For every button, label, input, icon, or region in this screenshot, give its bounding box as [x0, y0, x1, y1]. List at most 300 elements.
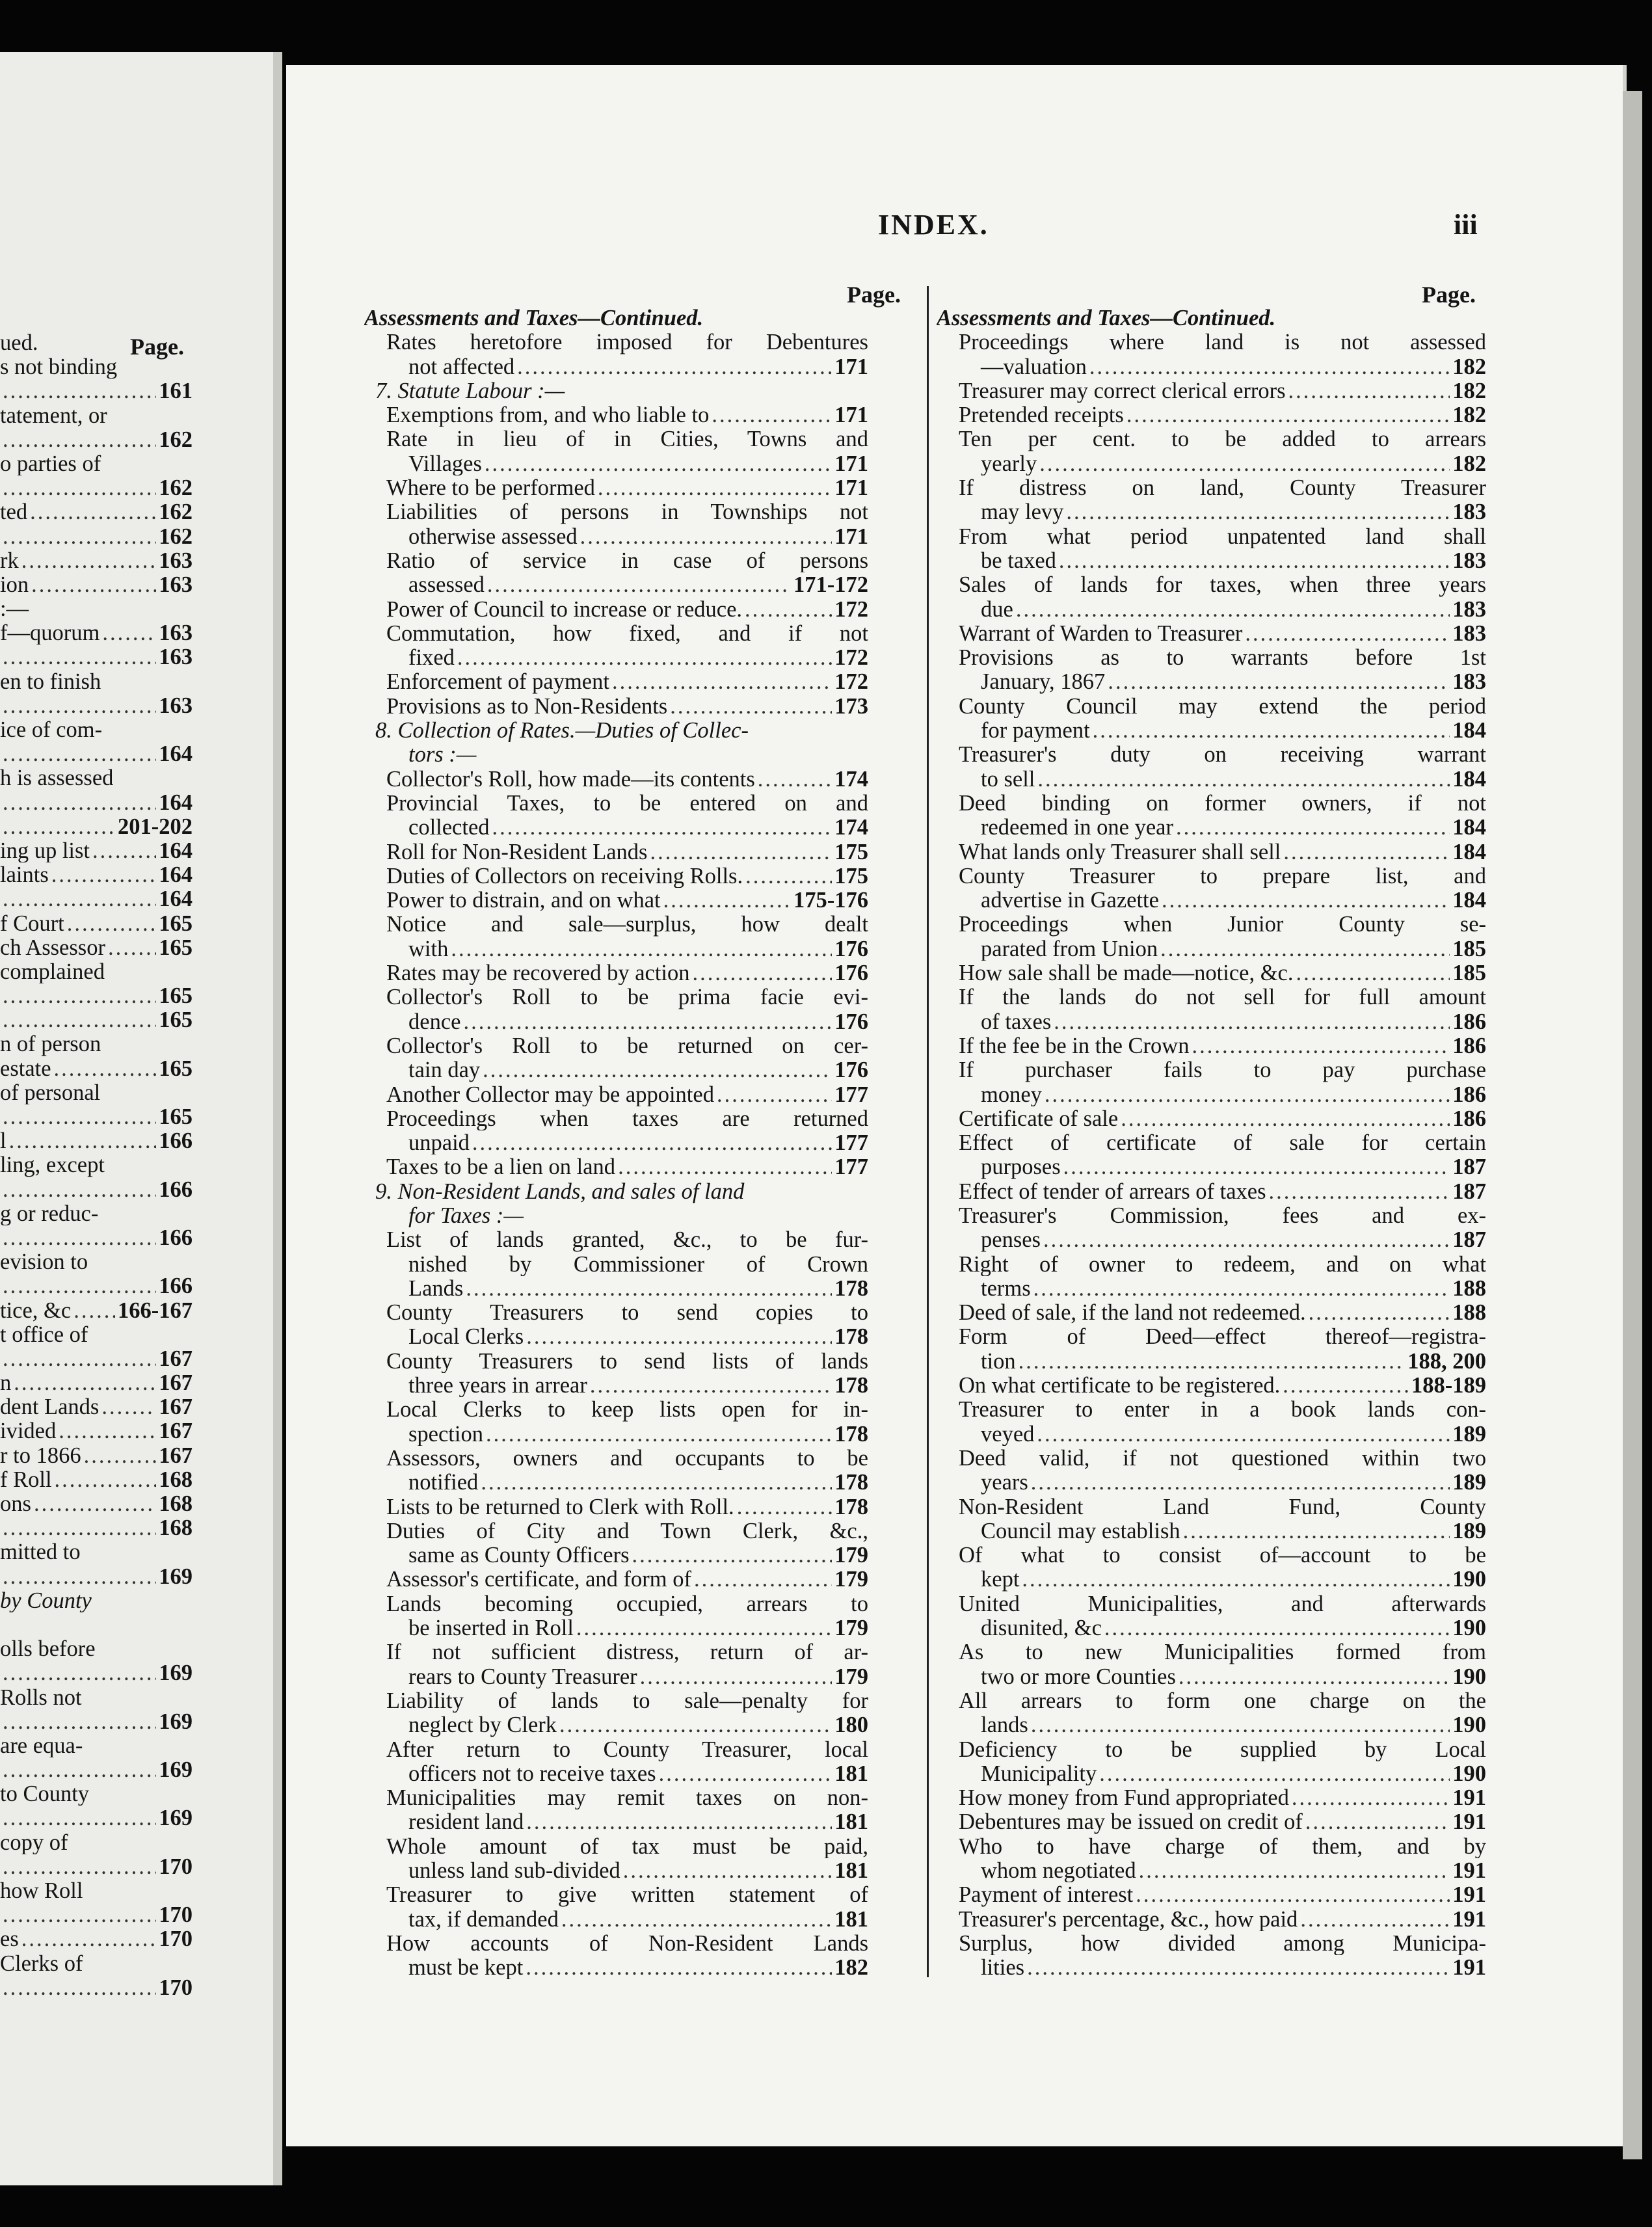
entry-text: not affected — [408, 354, 515, 379]
index-column-1 — [364, 306, 868, 1979]
dot-leader — [1300, 1907, 1450, 1931]
page-reference: 176 — [834, 1058, 868, 1082]
index-entry — [937, 1809, 1486, 1834]
entry-text: Lists to be returned to Clerk with Roll. — [386, 1494, 734, 1519]
entry-text: Provisions as to Non-Residents — [386, 693, 668, 719]
index-entry — [937, 548, 1486, 572]
page-reference: 187 — [1452, 1179, 1486, 1203]
page-reference: 178 — [834, 1421, 868, 1446]
dot-leader — [1039, 451, 1450, 475]
page-reference: 165 — [159, 935, 193, 959]
page-reference: 181 — [834, 1906, 868, 1931]
entry-text: Certificate of sale — [959, 1106, 1119, 1131]
page-reference: 184 — [1452, 815, 1486, 840]
dot-leader — [1269, 1179, 1450, 1203]
index-entry — [937, 1130, 1486, 1154]
column-1-page-label: Page. — [847, 282, 901, 308]
entry-text: neglect by Clerk — [408, 1713, 557, 1737]
page-reference: 167 — [159, 1419, 193, 1443]
page-reference: 171 — [834, 451, 868, 476]
page-reference: 169 — [159, 1757, 193, 1782]
dot-leader — [1043, 1227, 1450, 1251]
dot-leader — [612, 669, 832, 693]
index-entry — [937, 694, 1486, 718]
dot-leader — [73, 1298, 115, 1322]
index-entry — [937, 1592, 1486, 1616]
page-reference: 179 — [834, 1664, 868, 1688]
entry-text: 9. Non-Resident Lands, and sales of land — [375, 1179, 745, 1203]
entry-text: Payment of interest — [959, 1882, 1134, 1907]
page-reference: 175-176 — [793, 888, 868, 913]
page-reference: 177 — [834, 1130, 868, 1155]
entry-text: —valuation — [981, 354, 1087, 379]
page-reference: 191 — [1452, 1809, 1486, 1834]
index-entry-fragment — [0, 959, 195, 983]
page-reference: 170 — [159, 1927, 193, 1951]
entry-text: January, 1867 — [981, 669, 1106, 694]
page-reference: 162 — [159, 500, 193, 524]
index-entry — [364, 572, 868, 596]
entry-text: disunited, &c — [981, 1616, 1102, 1640]
entry-text: Effect of tender of arrears of taxes — [959, 1179, 1266, 1203]
entry-text: are equa- — [0, 1733, 83, 1758]
dot-leader — [30, 500, 156, 524]
index-entry — [364, 1907, 868, 1931]
page-reference: 182 — [1452, 451, 1486, 476]
index-entry — [937, 1082, 1486, 1106]
entry-text: All arrears to form one charge on the — [959, 1688, 1486, 1713]
entry-text: evision to — [0, 1249, 88, 1274]
index-entry-fragment — [0, 1443, 195, 1467]
page-reference: 179 — [834, 1543, 868, 1567]
index-entry-fragment — [0, 814, 195, 838]
page-reference: 162 — [159, 475, 193, 500]
index-entry — [364, 475, 868, 500]
entry-text: Lands becoming occupied, arrears to — [386, 1591, 868, 1616]
entry-text: advertise in Gazette — [981, 888, 1159, 913]
index-entry-fragment — [0, 1854, 195, 1878]
index-entry-fragment — [0, 1733, 195, 1757]
page-reference: 186 — [1452, 1033, 1486, 1058]
index-entry-fragment — [0, 354, 195, 379]
page-reference: 161 — [159, 379, 193, 403]
index-entry-fragment — [0, 403, 195, 427]
index-entry-fragment — [0, 1274, 195, 1298]
index-entry — [937, 1227, 1486, 1251]
page-reference: 191 — [1452, 1858, 1486, 1883]
entry-text: es — [0, 1927, 19, 1951]
dot-leader — [492, 815, 833, 839]
entry-text: County Treasurers to send copies to — [386, 1300, 868, 1325]
index-entry — [364, 1397, 868, 1421]
entry-text: with — [408, 936, 449, 961]
index-entry — [364, 1761, 868, 1785]
page-reference: 176 — [834, 936, 868, 961]
page-reference: 164 — [159, 887, 193, 911]
entry-text: spection — [408, 1421, 483, 1446]
index-entry — [937, 1033, 1486, 1058]
entry-text: Provincial Taxes, to be entered on and — [386, 790, 868, 816]
dot-leader — [14, 1370, 156, 1394]
page-reference: 186 — [1452, 1082, 1486, 1106]
page-reference: 171 — [834, 475, 868, 500]
index-entry — [364, 985, 868, 1009]
index-entry — [364, 379, 868, 403]
entry-text: Ratio of service in case of persons — [386, 548, 868, 573]
entry-text: three years in arrear — [408, 1373, 587, 1398]
index-entry-fragment — [0, 1878, 195, 1902]
index-entry — [364, 718, 868, 742]
page-reference: 201-202 — [118, 814, 193, 838]
entry-text: Roll for Non-Resident Lands — [386, 839, 648, 864]
entry-text: 7. Statute Labour :— — [375, 378, 565, 403]
index-entry-fragment — [0, 1927, 195, 1951]
dot-leader — [1019, 1349, 1406, 1373]
dot-leader — [694, 1567, 832, 1591]
index-entry — [364, 888, 868, 912]
index-entry — [364, 451, 868, 475]
dot-leader — [3, 693, 156, 717]
dot-leader — [1176, 815, 1450, 839]
page-reference: 179 — [834, 1616, 868, 1640]
entry-text: Deed valid, if not questioned within two — [959, 1445, 1486, 1471]
entry-text: for Taxes :— — [408, 1203, 524, 1228]
entry-text: estate — [0, 1056, 51, 1080]
index-entry — [937, 354, 1486, 379]
page-reference: 184 — [1452, 766, 1486, 791]
entry-text: veyed — [981, 1421, 1035, 1446]
dot-leader — [3, 741, 156, 766]
dot-leader — [526, 1324, 832, 1348]
entry-text: If not sufficient distress, return of ar- — [386, 1640, 868, 1664]
entry-text: If distress on land, County Treasurer — [959, 475, 1486, 500]
index-entry — [364, 1543, 868, 1567]
entry-text: redeemed in one year — [981, 815, 1173, 840]
dot-leader — [559, 1713, 832, 1737]
dot-leader — [1179, 1664, 1450, 1688]
index-entry — [937, 1761, 1486, 1785]
page-reference: 168 — [159, 1491, 193, 1516]
index-entry — [364, 1955, 868, 1979]
entry-text: Collector's Roll to be returned on cer- — [386, 1033, 868, 1058]
index-entry — [364, 1616, 868, 1640]
entry-text: Duties of Collectors on receiving Rolls. — [386, 863, 743, 888]
entry-text: ted — [0, 500, 28, 524]
entry-text: Treasurer may correct clerical errors — [959, 378, 1286, 403]
page-reference: 178 — [834, 1324, 868, 1349]
dot-leader — [67, 911, 157, 935]
index-entry — [937, 1688, 1486, 1713]
index-entry — [937, 306, 1486, 330]
dot-leader — [483, 1058, 832, 1082]
dot-leader — [3, 1709, 156, 1733]
entry-text: How sale shall be made—notice, &c. — [959, 961, 1294, 985]
index-entry-fragment — [0, 1080, 195, 1104]
page-reference: 187 — [1452, 1154, 1486, 1179]
entry-text: Municipalities may remit taxes on non- — [386, 1785, 868, 1810]
index-entry — [364, 621, 868, 645]
index-entry — [937, 1737, 1486, 1761]
page-reference: 164 — [159, 862, 193, 887]
entry-text: Treasurer's duty on receiving warrant — [959, 742, 1486, 767]
page-reference: 182 — [1452, 403, 1486, 427]
page-reference: 162 — [159, 427, 193, 451]
dot-leader — [3, 645, 156, 669]
page-reference: 162 — [159, 524, 193, 548]
index-entry — [937, 1106, 1486, 1130]
entry-text: Provisions as to warrants before 1st — [959, 645, 1486, 670]
dot-leader — [1162, 888, 1450, 912]
entry-text: tice, &c — [0, 1298, 72, 1322]
entry-text: en to finish — [0, 669, 101, 693]
page-reference: 171 — [834, 354, 868, 379]
index-entry-fragment — [0, 1685, 195, 1709]
page-reference: 167 — [159, 1394, 193, 1419]
page-reference: 183 — [1452, 548, 1486, 573]
dot-leader — [632, 1543, 833, 1567]
left-page — [0, 52, 273, 2185]
index-entry — [937, 1931, 1486, 1955]
index-entry-fragment — [0, 1225, 195, 1249]
entry-text: List of lands granted, &c., to be fur- — [386, 1227, 868, 1252]
index-entry-fragment — [0, 620, 195, 645]
index-entry — [364, 403, 868, 427]
entry-text: Deed of sale, if the land not redeemed. — [959, 1300, 1306, 1325]
page-reference: 186 — [1452, 1009, 1486, 1033]
index-entry-fragment — [0, 548, 195, 572]
entry-text: resident land — [408, 1809, 524, 1834]
entry-text: How accounts of Non-Resident Lands — [386, 1930, 868, 1956]
column-2-page-label: Page. — [1422, 282, 1476, 308]
entry-text: County Treasurers to send lists of lands — [386, 1348, 868, 1374]
page-reference: 164 — [159, 838, 193, 863]
entry-text: Where to be performed — [386, 475, 595, 500]
index-entry-fragment — [0, 887, 195, 911]
index-entry — [364, 1349, 868, 1373]
dot-leader — [3, 790, 156, 814]
page-reference: 175 — [834, 863, 868, 888]
page-reference: 186 — [1452, 1106, 1486, 1131]
index-entry — [364, 864, 868, 888]
page-reference: 184 — [1452, 839, 1486, 864]
entry-text: lands — [981, 1713, 1028, 1737]
index-entry-fragment — [0, 1419, 195, 1443]
index-entry-fragment — [0, 475, 195, 500]
page-reference: 176 — [834, 1009, 868, 1033]
column-divider — [927, 286, 929, 1977]
index-entry — [937, 1640, 1486, 1664]
entry-text: Taxes to be a lien on land — [386, 1154, 616, 1179]
dot-leader — [1283, 840, 1450, 864]
index-entry-fragment — [0, 1467, 195, 1491]
dot-leader — [21, 1927, 157, 1951]
page-reference: 188, 200 — [1407, 1348, 1486, 1374]
page-reference: 168 — [159, 1467, 193, 1491]
entry-text: f Court — [0, 911, 64, 935]
entry-text: Ten per cent. to be added to arrears — [959, 427, 1486, 451]
page-edge-shadow — [1623, 91, 1642, 2159]
index-entry-fragment — [0, 935, 195, 959]
page-reference: 175 — [834, 839, 868, 864]
page-reference: 177 — [834, 1154, 868, 1179]
dot-leader — [3, 1225, 156, 1249]
entry-text: Council may establish — [981, 1518, 1180, 1543]
entry-text: f—quorum — [0, 620, 100, 645]
page-reference: 167 — [159, 1443, 193, 1467]
index-entry — [937, 572, 1486, 596]
entry-text: mitted to — [0, 1540, 81, 1564]
dot-leader — [1104, 1616, 1450, 1640]
index-entry-fragment — [0, 1298, 195, 1322]
index-entry-fragment — [0, 524, 195, 548]
page-reference: 169 — [159, 1660, 193, 1685]
dot-leader — [3, 1854, 156, 1878]
page-reference: 177 — [834, 1082, 868, 1106]
dot-leader — [1099, 1761, 1450, 1785]
index-entry — [937, 1785, 1486, 1809]
index-entry — [364, 1664, 868, 1688]
entry-text: g or reduc- — [0, 1201, 99, 1225]
index-entry — [364, 1931, 868, 1955]
index-entry — [937, 791, 1486, 815]
entry-text: Commutation, how fixed, and if not — [386, 620, 868, 646]
entry-text: Right of owner to redeem, and on what — [959, 1251, 1486, 1276]
index-entry — [364, 912, 868, 936]
index-entry-fragment — [0, 1177, 195, 1201]
entry-text: Warrant of Warden to Treasurer — [959, 620, 1243, 646]
index-entry-fragment — [0, 1612, 195, 1636]
page-reference: 171 — [834, 524, 868, 548]
entry-text: County Council may extend the period — [959, 693, 1486, 719]
dot-leader — [1139, 1858, 1450, 1882]
dot-leader — [650, 840, 832, 864]
page-reference: 170 — [159, 1854, 193, 1878]
dot-leader — [487, 572, 791, 596]
dot-leader — [31, 572, 156, 596]
entry-text: l — [0, 1128, 7, 1153]
index-entry — [364, 1130, 868, 1154]
index-entry — [364, 1834, 868, 1858]
index-entry-fragment — [0, 1007, 195, 1032]
left-page-label: Page. — [130, 334, 184, 360]
dot-leader — [485, 451, 832, 475]
index-entry-fragment — [0, 572, 195, 596]
page-reference: 184 — [1452, 888, 1486, 913]
index-entry — [364, 1324, 868, 1348]
entry-text: 8. Collection of Rates.—Duties of Collec- — [375, 718, 749, 743]
dot-leader — [1108, 669, 1450, 693]
dot-leader — [3, 1104, 156, 1128]
page-reference: 169 — [159, 1564, 193, 1588]
entry-text: same as County Officers — [408, 1543, 630, 1567]
entry-text: Whole amount of tax must be paid, — [386, 1834, 868, 1858]
index-entry-fragment — [0, 717, 195, 741]
entry-text: As to new Municipalities formed from — [959, 1640, 1486, 1664]
dot-leader — [457, 645, 832, 669]
page-reference: 172 — [834, 645, 868, 670]
index-entry — [364, 669, 868, 693]
entry-text: Pretended receipts — [959, 403, 1124, 427]
entry-text: Proceedings when taxes are returned — [386, 1106, 868, 1131]
dot-leader — [717, 1082, 832, 1106]
index-entry — [364, 524, 868, 548]
entry-text: unpaid — [408, 1130, 470, 1155]
entry-text: Form of Deed—effect thereof—registra- — [959, 1324, 1486, 1349]
index-entry — [937, 1495, 1486, 1519]
page-reference: 163 — [159, 693, 193, 717]
index-entry-fragment — [0, 1830, 195, 1854]
index-entry — [364, 1809, 868, 1834]
page-reference: 190 — [1452, 1664, 1486, 1688]
dot-leader — [3, 814, 115, 838]
index-entry — [364, 815, 868, 839]
entry-text: Clerks of — [0, 1951, 83, 1975]
index-entry — [364, 1519, 868, 1543]
entry-text: n of person — [0, 1032, 101, 1056]
index-entry — [937, 1397, 1486, 1421]
dot-leader — [712, 403, 832, 427]
page-reference: 183 — [1452, 669, 1486, 694]
page-reference: 181 — [834, 1761, 868, 1786]
entry-text: money — [981, 1082, 1042, 1106]
page-reference: 183 — [1452, 500, 1486, 524]
index-entry — [364, 1300, 868, 1324]
page-reference: 178 — [834, 1373, 868, 1398]
page-reference: 164 — [159, 741, 193, 766]
dot-leader — [1033, 1276, 1450, 1300]
index-entry — [364, 840, 868, 864]
index-entry — [364, 1446, 868, 1470]
index-entry-fragment — [0, 838, 195, 862]
entry-text: Rates heretofore imposed for Debentures — [386, 330, 868, 354]
index-entry-fragment — [0, 1032, 195, 1056]
entry-text: Treasurer's Commission, fees and ex- — [959, 1203, 1486, 1228]
index-entry — [364, 1252, 868, 1276]
page-reference: 166 — [159, 1274, 193, 1298]
page-reference: 174 — [834, 766, 868, 791]
index-entry — [364, 306, 868, 330]
entry-text: otherwise assessed — [408, 524, 578, 548]
index-entry — [364, 1858, 868, 1882]
entry-text: for payment — [981, 718, 1090, 743]
dot-leader — [1031, 1713, 1450, 1737]
index-entry — [937, 1324, 1486, 1348]
dot-leader — [21, 548, 157, 572]
entry-text: of taxes — [981, 1009, 1052, 1033]
dot-leader — [623, 1858, 832, 1882]
entry-text: ing up list — [0, 838, 90, 863]
index-entry — [937, 767, 1486, 791]
index-entry-fragment — [0, 427, 195, 451]
entry-text: Treasurer to give written statement of — [386, 1882, 868, 1907]
dot-leader — [3, 524, 156, 548]
entry-text: of personal — [0, 1080, 101, 1104]
entry-text: may levy — [981, 500, 1064, 524]
index-entry — [364, 1470, 868, 1494]
dot-leader — [84, 1443, 157, 1467]
entry-text: ons — [0, 1491, 31, 1516]
index-entry — [364, 1592, 868, 1616]
entry-text: How money from Fund appropriated — [959, 1785, 1289, 1810]
dot-leader — [526, 1955, 832, 1979]
dot-leader — [9, 1128, 157, 1153]
entry-text: tain day — [408, 1058, 481, 1082]
entry-text: Liabilities of persons in Townships not — [386, 500, 868, 524]
entry-text: o parties of — [0, 451, 101, 476]
page-reference: 163 — [159, 548, 193, 572]
dot-leader — [517, 354, 832, 379]
dot-leader — [3, 427, 156, 451]
